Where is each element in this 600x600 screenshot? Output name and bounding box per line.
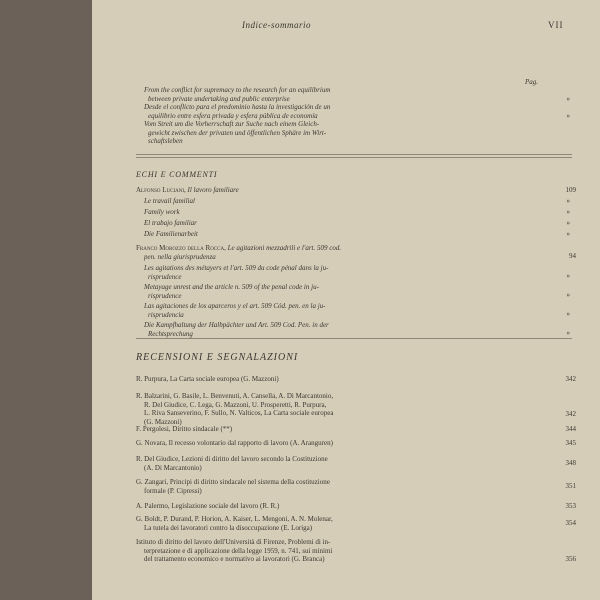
- page-column-label: Pag.: [525, 78, 539, 86]
- entry-line: Metayage unrest and the article n. 509 of the penal code in ju-: [144, 283, 319, 291]
- entry-line: equilibrio entre esfera privada y esfera pública de economía: [148, 111, 318, 120]
- divider: [136, 154, 572, 155]
- entry-line: Family work: [144, 208, 180, 216]
- entry-page: »: [566, 112, 570, 120]
- entry-line: Die Familienarbeit: [144, 230, 198, 238]
- list-item: [136, 392, 576, 428]
- list-item: [136, 455, 576, 473]
- entry-page: 342: [565, 410, 576, 418]
- entry-page: »: [566, 95, 570, 103]
- entry-line: R. Del Giudice, Lezioni di diritto del lavoro secondo la Costituzione: [136, 455, 328, 463]
- entry-page: 348: [565, 459, 576, 467]
- entry-page: 342: [565, 375, 576, 383]
- list-item: [136, 186, 576, 196]
- list-item: [136, 425, 576, 435]
- list-item: [144, 103, 574, 120]
- list-item: [144, 230, 576, 240]
- entry-line: del trattamento economico e normativo ai lavoratori (G. Branca): [144, 555, 325, 563]
- divider: [136, 157, 572, 158]
- list-item: [144, 120, 574, 146]
- entry-line: From the conflict for supremacy to the research for an equilibrium: [144, 86, 331, 94]
- entry-line: schaftsleben: [148, 137, 183, 145]
- entry-page: »: [566, 197, 570, 205]
- list-item: [136, 375, 576, 385]
- entry-page: 94: [569, 252, 576, 260]
- entry-line: R. Balzarini, G. Basile, L. Benvenuti, A. Cansella, A. Di Marcantonio,: [136, 392, 334, 400]
- entry-line: G. Boldt, P. Durand, P. Horion, A. Kaiser, L. Mengoni, A. N. Molenar,: [136, 515, 333, 523]
- list-item: [136, 515, 576, 533]
- entry-line: risprudence: [148, 272, 182, 281]
- list-item: [136, 502, 576, 512]
- entry-page: »: [566, 208, 570, 216]
- list-item: [144, 86, 574, 103]
- list-item: [144, 302, 576, 320]
- entry-page: »: [566, 291, 570, 299]
- entry-line: Le travail familial: [144, 197, 195, 205]
- entry-line: El trabajo familiar: [144, 219, 197, 227]
- list-item: [136, 244, 576, 262]
- entry-page: 351: [565, 482, 576, 490]
- entry-line: La tutela dei lavoratori contro la disoccupazione (E. Loriga): [144, 523, 313, 532]
- entry-line: Vom Streit um die Vorherrschaft zur Suche nach einem Gleich-: [144, 120, 320, 128]
- entry-line: Le agitazioni mezzadrili e l'art. 509 cod.: [227, 244, 342, 252]
- entry-line: Rechtsprechung: [148, 329, 193, 338]
- list-item: [144, 208, 576, 218]
- entry-page: 356: [565, 555, 576, 563]
- entry-author: Franco Morozzo della Rocca,: [136, 244, 226, 252]
- entry-page: »: [566, 272, 570, 280]
- entry-line: formale (P. Cipressi): [144, 486, 202, 495]
- list-item: [136, 478, 576, 496]
- entry-line: R. Purpura, La Carta sociale europea (G. Mazzoni): [136, 375, 279, 383]
- entry-line: Les agitations des métayers et l'art. 509 du code pénal dans la ju-: [144, 264, 329, 272]
- running-header-title: Indice-sommario: [242, 20, 311, 30]
- entry-page: 344: [565, 425, 576, 433]
- entry-page: 345: [565, 439, 576, 447]
- entry-page: »: [566, 310, 570, 318]
- list-item: [144, 264, 576, 282]
- list-item: [144, 283, 576, 301]
- entry-page: »: [566, 219, 570, 227]
- book-page: [92, 0, 600, 600]
- running-header-page: VII: [548, 20, 564, 30]
- list-item: [144, 197, 576, 207]
- entry-page: 354: [565, 519, 576, 527]
- entry-line: risprudence: [148, 291, 182, 300]
- entry-line: pen. nella giurisprudenza: [144, 252, 216, 261]
- entry-line: Las agitaciones de los aparceros y el art. 509 Cód. pen. en la ju-: [144, 302, 326, 310]
- entry-page: 353: [565, 502, 576, 510]
- entry-line: R. Del Giudice, C. Lega, G. Mazzoni, U. Prosperetti, R. Purpura,: [144, 400, 327, 409]
- entry-title: Il lavoro familiare: [187, 186, 239, 194]
- entry-page: »: [566, 230, 570, 238]
- entry-line: F. Pergolesi, Diritto sindacale (**): [136, 425, 233, 433]
- entry-line: G. Novara, Il recesso volontario dal rapporto di lavoro (A. Aranguren): [136, 439, 333, 447]
- entry-line: Istituto di diritto del lavoro dell'Università di Firenze, Problemi di in-: [136, 538, 331, 546]
- entry-line: gewicht zwischen der privaten und öffentlichen Sphäre im Wirt-: [148, 128, 327, 137]
- entry-line: (A. Di Marcantonio): [144, 463, 202, 472]
- entry-line: A. Palermo, Legislazione sociale del lavoro (R. R.): [136, 502, 280, 510]
- list-item: [144, 219, 576, 229]
- entry-line: G. Zangari, Principi di diritto sindacale nel sistema della costituzione: [136, 478, 330, 486]
- section-heading-recensioni: RECENSIONI E SEGNALAZIONI: [136, 352, 299, 363]
- divider: [136, 338, 572, 339]
- list-item: [136, 538, 576, 565]
- entry-page: »: [566, 329, 570, 337]
- entry-line: L. Riva Sanseverino, F. Sullo, N. Valticos, La Carta sociale europea: [144, 409, 334, 417]
- section-heading-echi: ECHI E COMMENTI: [136, 170, 218, 179]
- entry-page: 109: [565, 186, 576, 194]
- entry-author: Alfonso Luciani,: [136, 186, 186, 194]
- entry-line: Desde el conflicto para el predominio hasta la investigación de un: [144, 103, 331, 111]
- list-item: [144, 321, 576, 339]
- entry-line: between private undertaking and public enterprise: [148, 94, 290, 103]
- list-item: [136, 439, 576, 449]
- entry-line: Die Kampfhaltung der Halbpächter und Art. 509 Cod. Pen. in der: [144, 321, 329, 329]
- entry-line: (G. Mazzoni): [144, 417, 182, 426]
- entry-line: terpretazione e di applicazione della legge 1959, n. 741, sui minimi: [144, 546, 333, 555]
- entry-line: risprudencia: [148, 310, 184, 319]
